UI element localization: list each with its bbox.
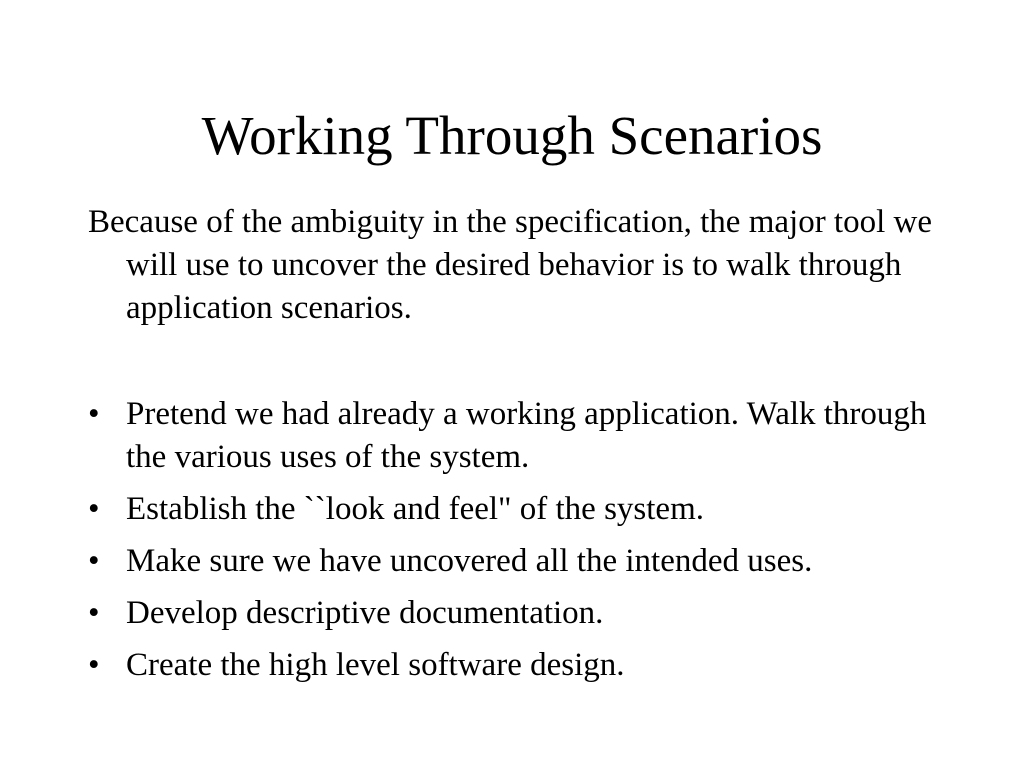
- bullet-text: Establish the ``look and feel" of the system.: [126, 491, 704, 527]
- bullet-icon: •: [88, 396, 100, 432]
- slide-title: Working Through Scenarios: [201, 105, 823, 166]
- bullet-text: Pretend we had already a working application. Walk through the various uses of the system.: [126, 396, 927, 475]
- bullet-icon: •: [88, 543, 100, 579]
- bullet-list: [88, 393, 948, 696]
- bullet-text: Make sure we have uncovered all the intended uses.: [126, 543, 813, 579]
- bullet-icon: •: [88, 647, 100, 683]
- bullet-item: [88, 393, 948, 479]
- intro-paragraph: Because of the ambiguity in the specification, the major tool we will use to uncover the desired behavior is to walk through application scenarios.: [88, 204, 932, 326]
- bullet-item: [88, 488, 948, 531]
- bullet-item: [88, 592, 948, 635]
- bullet-icon: •: [88, 595, 100, 631]
- bullet-item: [88, 644, 948, 687]
- bullet-item: [88, 540, 948, 583]
- bullet-icon: •: [88, 491, 100, 527]
- bullet-text: Create the high level software design.: [126, 647, 625, 683]
- bullet-text: Develop descriptive documentation.: [126, 595, 604, 631]
